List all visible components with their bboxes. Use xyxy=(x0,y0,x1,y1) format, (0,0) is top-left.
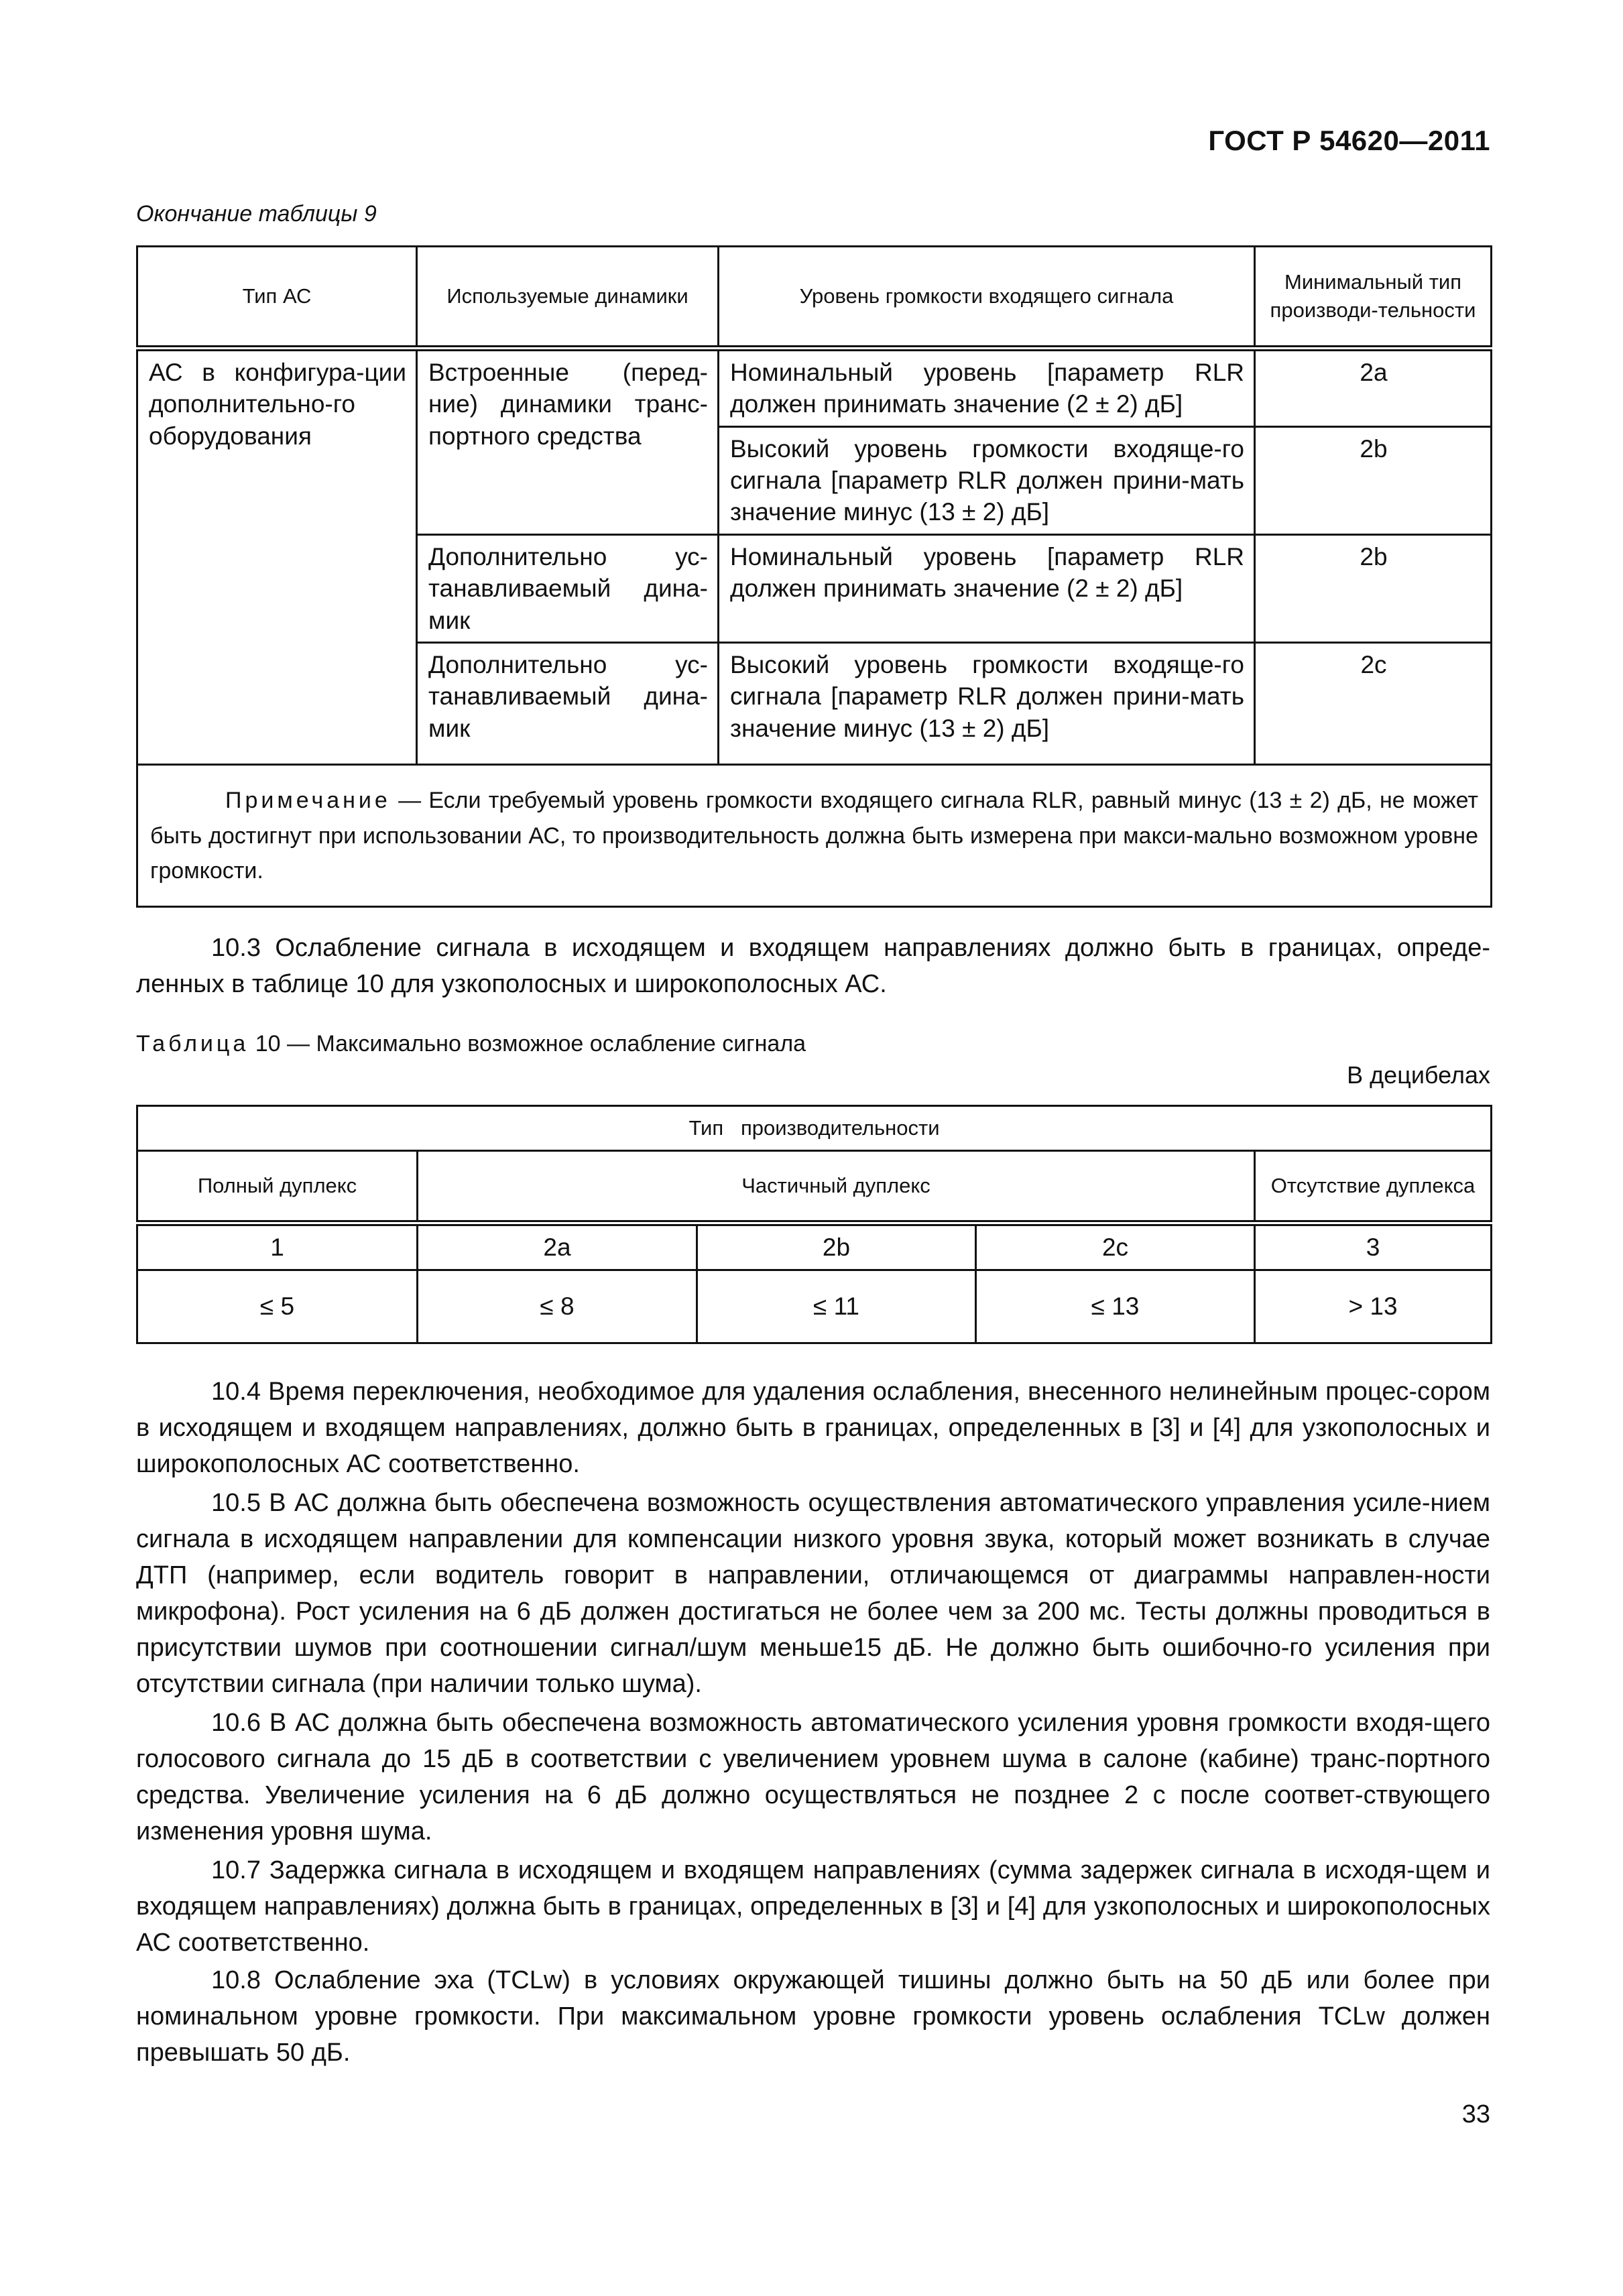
table9-caption: Окончание таблицы 9 xyxy=(136,201,377,227)
table10-value: ≤ 5 xyxy=(137,1270,418,1343)
table10-header-partial: Частичный дуплекс xyxy=(418,1151,1255,1223)
table9-header-speakers: Используемые динамики xyxy=(417,247,719,349)
paragraph-10-5: 10.5 В АС должна быть обеспечена возможность осуществления автоматического управления усиле-нием сигнала в исходящем направлении для компенсации низкого уровня звука, который может возникать в случае ДТП (например, если водитель говорит в направлении, отличающемся от диаграммы направлен-ности микрофона). Рост усиления на 6 дБ должен достигаться не более чем за 200 мс. Тесты должны проводиться в присутствии шумов при соотношении сигнал/шум меньше15 дБ. Не должно быть ошибочно-го усиления при отсутствии сигнала (при наличии только шума). xyxy=(136,1489,1490,1698)
table9-perf-cell: 2b xyxy=(1255,426,1492,534)
table9-level-cell: Номинальный уровень [параметр RLR должен принимать значение (2 ± 2) дБ] xyxy=(719,349,1255,427)
table9-level-cell: Высокий уровень громкости входяще-го сигнала [параметр RLR должен прини-мать значение минус (13 ± 2) дБ] xyxy=(719,426,1255,534)
paragraph-10-4: 10.4 Время переключения, необходимое для удаления ослабления, внесенного нелинейным процес-сором в исходящем и входящем направлениях, должно быть в границах, определенных в [3] и [4] для узкополосных и широкополосных АС соответственно. xyxy=(136,1378,1490,1478)
note-text: — Если требуемый уровень громкости входящего сигнала RLR, равный минус (13 ± 2) дБ, не может быть достигнут при использовании АС, то производительность должна быть измерена при макси-мально возможном уровне громкости. xyxy=(150,787,1478,884)
table10-header-none: Отсутствие дуплекса xyxy=(1255,1151,1492,1223)
table10-code: 1 xyxy=(137,1223,418,1270)
table9-header-row xyxy=(137,247,1492,349)
table10-code: 2c xyxy=(976,1223,1255,1270)
table9-note xyxy=(137,764,1492,906)
table10-value: ≤ 13 xyxy=(976,1270,1255,1343)
table-10 xyxy=(136,1105,1492,1344)
paragraph-10-6: 10.6 В АС должна быть обеспечена возможность автоматического усиления уровня громкости входя-щего голосового сигнала до 15 дБ в соответствии с увеличением уровнем шума в салоне (кабине) транс-портного средства. Увеличение усиления на 6 дБ должно осуществляться не позднее 2 с после соответ-ствующего изменения уровня шума. xyxy=(136,1709,1490,1846)
paragraph-10-3: 10.3 Ослабление сигнала в исходящем и входящем направлениях должно быть в границах, опреде-ленных в таблице 10 для узкополосных и широкополосных АС. xyxy=(136,934,1490,998)
table9-perf-cell: 2a xyxy=(1255,349,1492,427)
table10-value: ≤ 8 xyxy=(418,1270,697,1343)
table9-header-type: Тип АС xyxy=(137,247,417,349)
table9-speakers-cell: Дополнительно ус-танавливаемый дина-мик xyxy=(417,642,719,764)
note-label: Примечание xyxy=(225,787,391,813)
table10-code: 3 xyxy=(1255,1223,1492,1270)
paragraph-10-8: 10.8 Ослабление эха (TCLw) в условиях окружающей тишины должно быть на 50 дБ или более при номинальном уровне громкости. При максимальном уровне громкости уровень ослабления TCLw должен превышать 50 дБ. xyxy=(136,1966,1490,2067)
table10-unit: В децибелах xyxy=(1347,1061,1490,1089)
table9-level-cell: Высокий уровень громкости входяще-го сигнала [параметр RLR должен прини-мать значение минус (13 ± 2) дБ] xyxy=(719,642,1255,764)
table9-header-level: Уровень громкости входящего сигнала xyxy=(719,247,1255,349)
table10-value: > 13 xyxy=(1255,1270,1492,1343)
table-9 xyxy=(136,245,1492,908)
table10-header-full: Полный дуплекс xyxy=(137,1151,418,1223)
table9-speakers-cell: Встроенные (перед-ние) динамики транс-портного средства xyxy=(417,349,719,535)
table10-header-top-row xyxy=(137,1106,1492,1151)
table10-caption-label: Таблица xyxy=(136,1031,249,1056)
table10-values-row xyxy=(137,1270,1492,1343)
table9-note-row xyxy=(137,764,1492,906)
table9-speakers-cell: Дополнительно ус-танавливаемый дина-мик xyxy=(417,534,719,642)
page-number: 33 xyxy=(1461,2100,1490,2128)
table9-type-cell: АС в конфигура-ции дополнительно-го оборудования xyxy=(137,349,417,765)
table10-value: ≤ 11 xyxy=(697,1270,976,1343)
table10-header-top: Тип производительности xyxy=(137,1106,1492,1151)
table10-caption-text: 10 — Максимально возможное ослабление сигнала xyxy=(249,1031,806,1056)
table9-header-perf: Минимальный тип производи-тельности xyxy=(1255,247,1492,349)
paragraph-10-7: 10.7 Задержка сигнала в исходящем и входящем направлениях (сумма задержек сигнала в исходя-щем и входящем направлениях) должна быть в границах, определенных в [3] и [4] для узкополосных и широкополосных АС соответственно. xyxy=(136,1856,1490,1957)
table9-perf-cell: 2b xyxy=(1255,534,1492,642)
table10-caption xyxy=(136,1031,806,1057)
standard-header: ГОСТ Р 54620—2011 xyxy=(1208,125,1490,156)
table-row xyxy=(137,349,1492,427)
table9-perf-cell: 2c xyxy=(1255,642,1492,764)
table9-level-cell: Номинальный уровень [параметр RLR должен принимать значение (2 ± 2) дБ] xyxy=(719,534,1255,642)
table10-code: 2a xyxy=(418,1223,697,1270)
table10-header-row xyxy=(137,1151,1492,1223)
table10-codes-row xyxy=(137,1223,1492,1270)
table10-code: 2b xyxy=(697,1223,976,1270)
